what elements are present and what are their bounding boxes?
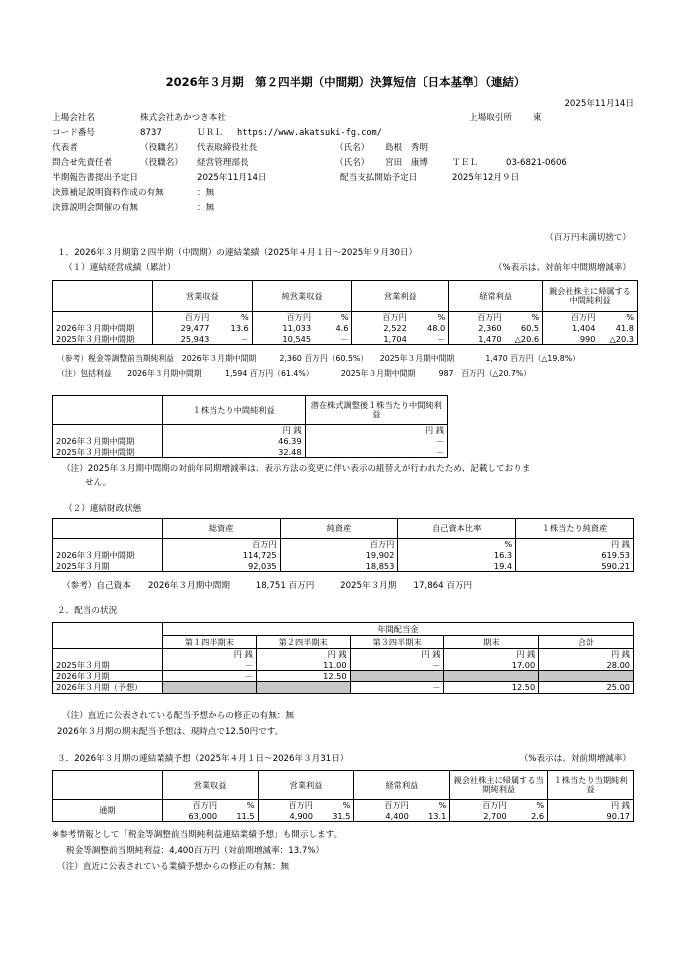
forecast-reference-2: 税金等調整前当期純利益：4,400百万円（対前期増減率：13.7%） bbox=[66, 846, 325, 856]
table-row: 2025年３月期 － 11.00 － 17.00 28.00 bbox=[53, 660, 634, 671]
operating-pct-note: （%表示は、対前年中間期増減率） bbox=[493, 263, 631, 273]
forecast-reference-1: ※参考情報として「税金等調整前当期純利益連結業績予想」も開示します。 bbox=[52, 830, 343, 840]
company-url: https://www.akatsuki-fg.com/ bbox=[237, 128, 382, 138]
table-row: 2025年３月期中間期 25,943 － 10,545 － 1,704 － 1,470 △20.6 990 △20.3 bbox=[53, 334, 638, 345]
eps-note-line2: せん。 bbox=[85, 478, 112, 488]
forecast-pct-note: （%表示は、対前期増減率） bbox=[519, 754, 631, 764]
dividend-forecast-note: 2026年３月期の期末配当予想は、現時点で12.50円です。 bbox=[57, 727, 284, 737]
section-1-heading: １．2026年３月期第２四半期（中間期）の連結業績（2025年４月１日～2025年９月30日） bbox=[57, 248, 418, 258]
dividend-table: 年間配当金 第１四半期末 第２四半期末 第３四半期末 期末 合計 円 銭 円 銭 円 銭 円 銭 円 銭 2025年３月期 － 11.00 － 17.00 28.00 2026年３月期 － 12.50 2026年３月期（予想） － 12.50 25.00 bbox=[52, 622, 634, 694]
dividend-note: （注）直近に公表されている配当予想からの修正の有無：無 bbox=[62, 711, 295, 721]
operating-results-table: 営業収益 純営業収益 営業利益 経常利益 親会社株主に帰属する中間純利益 百万円 % 百万円 % 百万円 % 百万円 % 百万円 % 2026年３月期中間期 29,477 13.6 11,033 4.6 2,522 48.0 2,360 60.5 1,404 41.8 2025年３月期中間期 25,943 － 10,545 － 1,704 － 1,470 △20.6 990 △20.3 bbox=[52, 280, 638, 345]
table-row: 2026年３月期中間期 114,725 19,902 16.3 619.53 bbox=[53, 550, 634, 561]
table-row: 2026年３月期中間期 46.39 － bbox=[53, 436, 448, 447]
page-title: 2026年３月期 第２四半期（中間期）決算短信〔日本基準〕（連結） bbox=[165, 75, 526, 89]
table-row: 2026年３月期中間期 29,477 13.6 11,033 4.6 2,522 48.0 2,360 60.5 1,404 41.8 bbox=[53, 323, 638, 334]
forecast-revision-note: （注）直近に公表されている業績予想からの修正の有無：無 bbox=[57, 862, 290, 872]
table-row: 2026年３月期（予想） － 12.50 25.00 bbox=[53, 682, 634, 693]
eps-note-line1: （注）2025年３月期中間期の対前年同期増減率は、表示方法の変更に伴い表示の組替えが行われたため、記載しておりま bbox=[62, 464, 531, 474]
table-row: 63,000 11.5 4,900 31.5 4,400 13.1 2,700 2.6 90.17 bbox=[53, 811, 634, 822]
table-row: 2025年３月期 92,035 18,853 19.4 590.21 bbox=[53, 561, 634, 572]
section-2-heading: ２．配当の状況 bbox=[57, 606, 118, 616]
section-3-heading: ３．2026年３月期の連結業績予想（2025年４月１日～2026年３月31日） bbox=[57, 754, 349, 764]
report-date: 2025年11月14日 bbox=[564, 99, 634, 109]
unit-note: （百万円未満切捨て） bbox=[545, 233, 631, 243]
comprehensive-income-note: （注）包括利益 2026年３月期中間期 1,594 百万円（61.4%） 2025年３月期中間期 987 百万円（△20.7%） bbox=[57, 369, 532, 378]
financial-position-heading: （２）連結財政状態 bbox=[64, 504, 142, 514]
forecast-table: 営業収益 営業利益 経常利益 親会社株主に帰属する当期純利益 １株当たり当期純利益 通期 百万円 % 百万円 % 百万円 % 百万円 % 円 銭 63,000 11.5 4,900 31.5 4,400 13.1 2,700 2.6 90.17 bbox=[52, 770, 634, 822]
table-row: 2025年３月期中間期 32.48 － bbox=[53, 447, 448, 458]
eps-table: １株当たり中間純利益 潜在株式調整後１株当たり中間純利益 円 銭 円 銭 2026年３月期中間期 46.39 － 2025年３月期中間期 32.48 － bbox=[52, 395, 448, 458]
financial-position-table: 総資産 純資産 自己資本比率 １株当たり純資産 百万円 百万円 % 円 銭 2026年３月期中間期 114,725 19,902 16.3 619.53 2025年３月期 92,035 18,853 19.4 590.21 bbox=[52, 518, 634, 572]
equity-reference: （参考）自己資本 2026年３月期中間期 18,751 百万円 2025年３月期 17,864 百万円 bbox=[62, 581, 473, 591]
table-row: 2026年３月期 － 12.50 bbox=[53, 671, 634, 682]
operating-results-heading: （１）連結経営成績（累計） bbox=[64, 263, 176, 273]
pretax-reference: （参考）税金等調整前当期純利益 2026年３月期中間期 2,360 百万円（60.5%） 2025年３月期中間期 1,470 百万円（△19.8%） bbox=[57, 354, 580, 363]
